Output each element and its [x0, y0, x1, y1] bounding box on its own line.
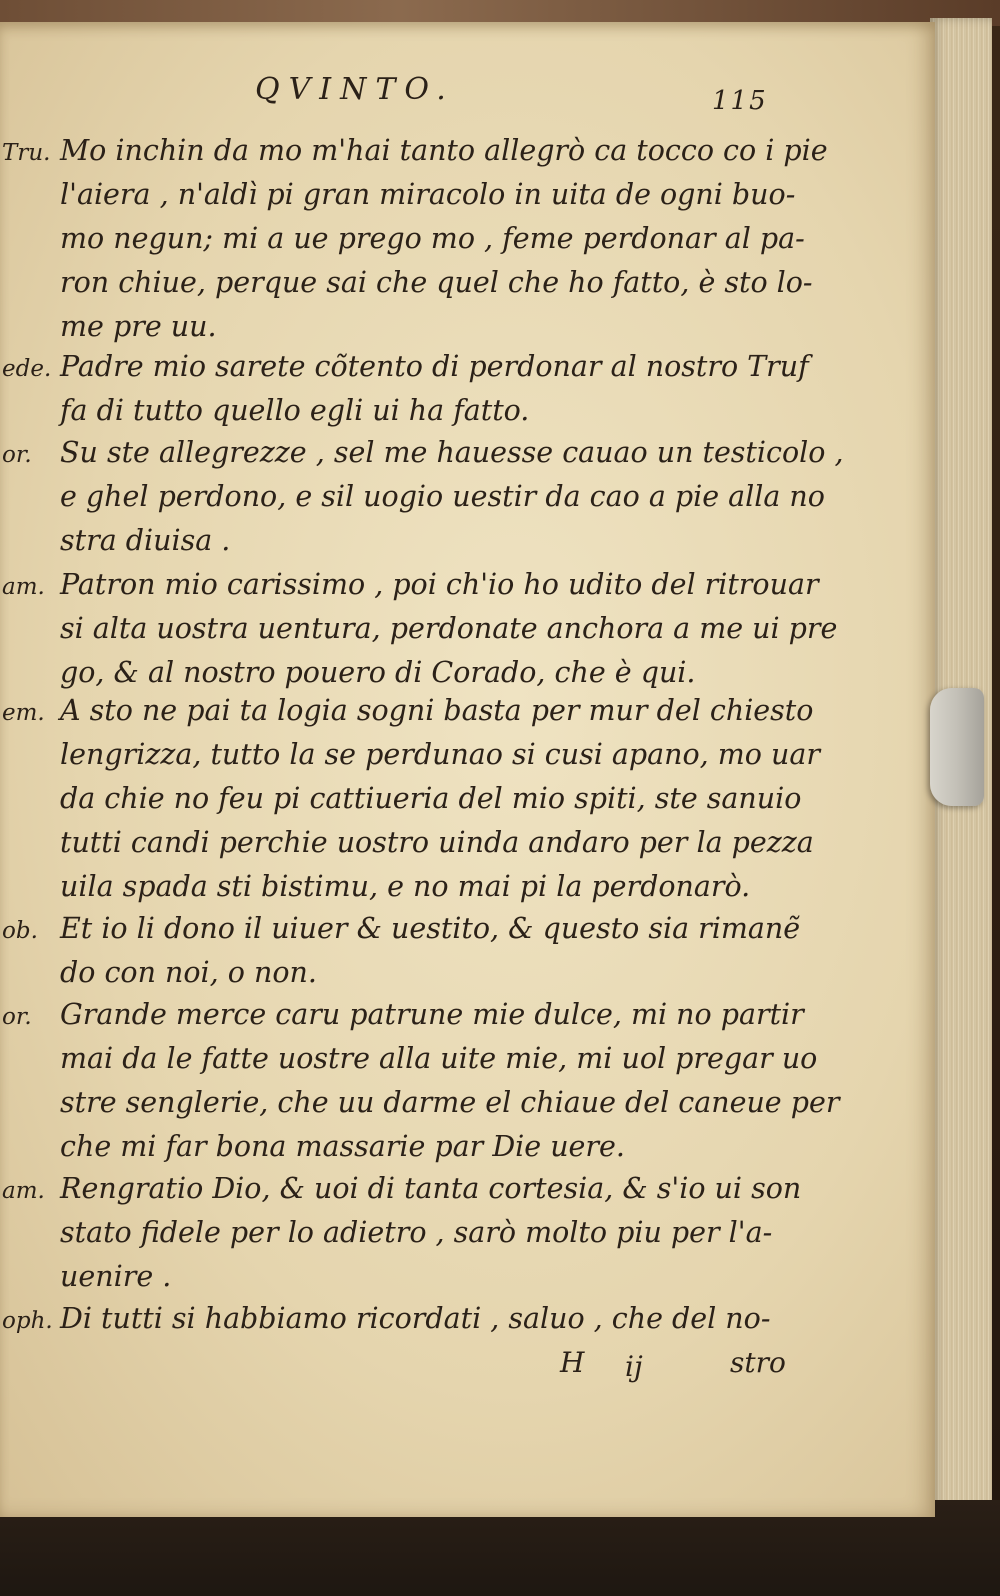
text-line: fa di tutto quello egli ui ha fatto. — [60, 394, 530, 427]
text-line: stato fidele per lo adietro , sarò molto piu per l'a- — [60, 1216, 773, 1249]
text-line: go, & al nostro pouero di Corado, che è qui. — [60, 656, 696, 689]
text-line: mai da le fatte uostre alla uite mie, mi uol pregar uo — [60, 1042, 818, 1075]
text-line: Mo inchin da mo m'hai tanto allegrò ca tocco co i pie — [60, 134, 828, 167]
text-line: che mi far bona massarie par Die uere. — [60, 1130, 625, 1163]
text-line: ron chiue, perque sai che quel che ho fatto, è sto lo- — [60, 266, 813, 299]
speaker-label: am. — [2, 1178, 45, 1204]
text-line: si alta uostra uentura, perdonate anchora a me ui pre — [60, 612, 838, 645]
speaker-label: em. — [2, 700, 45, 726]
text-line: lengrizza, tutto la se perdunao si cusi apano, mo uar — [60, 738, 820, 771]
folio-number: 115 — [712, 86, 768, 116]
text-line: me pre uu. — [60, 310, 217, 343]
catchword: stro — [730, 1346, 786, 1379]
speaker-label: oph. — [2, 1308, 53, 1334]
text-line: da chie no feu pi cattiueria del mio spiti, ste sanuio — [60, 782, 802, 815]
text-line: Patron mio carissimo , poi ch'io ho udito del ritrouar — [60, 568, 819, 601]
text-line: stra diuisa . — [60, 524, 231, 557]
text-line: e ghel perdono, e sil uogio uestir da cao a pie alla no — [60, 480, 825, 513]
speaker-label: ede. — [2, 356, 52, 382]
text-line: do con noi, o non. — [60, 956, 317, 989]
speaker-label: am. — [2, 574, 45, 600]
book-clasp — [930, 688, 984, 806]
speaker-label: or. — [2, 442, 32, 468]
text-line: tutti candi perchie uostro uinda andaro per la pezza — [60, 826, 814, 859]
text-line: stre senglerie, che uu darme el chiaue del caneue per — [60, 1086, 840, 1119]
text-line: uila spada sti bistimu, e no mai pi la perdonarò. — [60, 870, 751, 903]
signature-mark: H — [560, 1346, 585, 1379]
text-line: l'aiera , n'aldì pi gran miracolo in uita de ogni buo- — [60, 178, 796, 211]
text-line: Et io li dono il uiuer & uestito, & questo sia rimanẽ — [60, 912, 801, 945]
text-line: Su ste allegrezze , sel me hauesse cauao un testicolo , — [60, 436, 844, 469]
text-line: Di tutti si habbiamo ricordati , saluo , che del no- — [60, 1302, 771, 1335]
text-line: Grande merce caru patrune mie dulce, mi no partir — [60, 998, 804, 1031]
text-line: mo negun; mi a ue prego mo , feme perdonar al pa- — [60, 222, 805, 255]
text-line: Rengratio Dio, & uoi di tanta cortesia, & s'io ui son — [60, 1172, 802, 1205]
text-line: uenire . — [60, 1260, 172, 1293]
text-line: Padre mio sarete cõtento di perdonar al nostro Truf — [60, 350, 809, 383]
running-title: QVINTO. — [255, 72, 455, 107]
text-line: A sto ne pai ta logia sogni basta per mur del chiesto — [60, 694, 814, 727]
speaker-label: Tru. — [2, 140, 51, 166]
signature-number: ij — [625, 1350, 643, 1383]
speaker-label: or. — [2, 1004, 32, 1030]
speaker-label: ob. — [2, 918, 38, 944]
